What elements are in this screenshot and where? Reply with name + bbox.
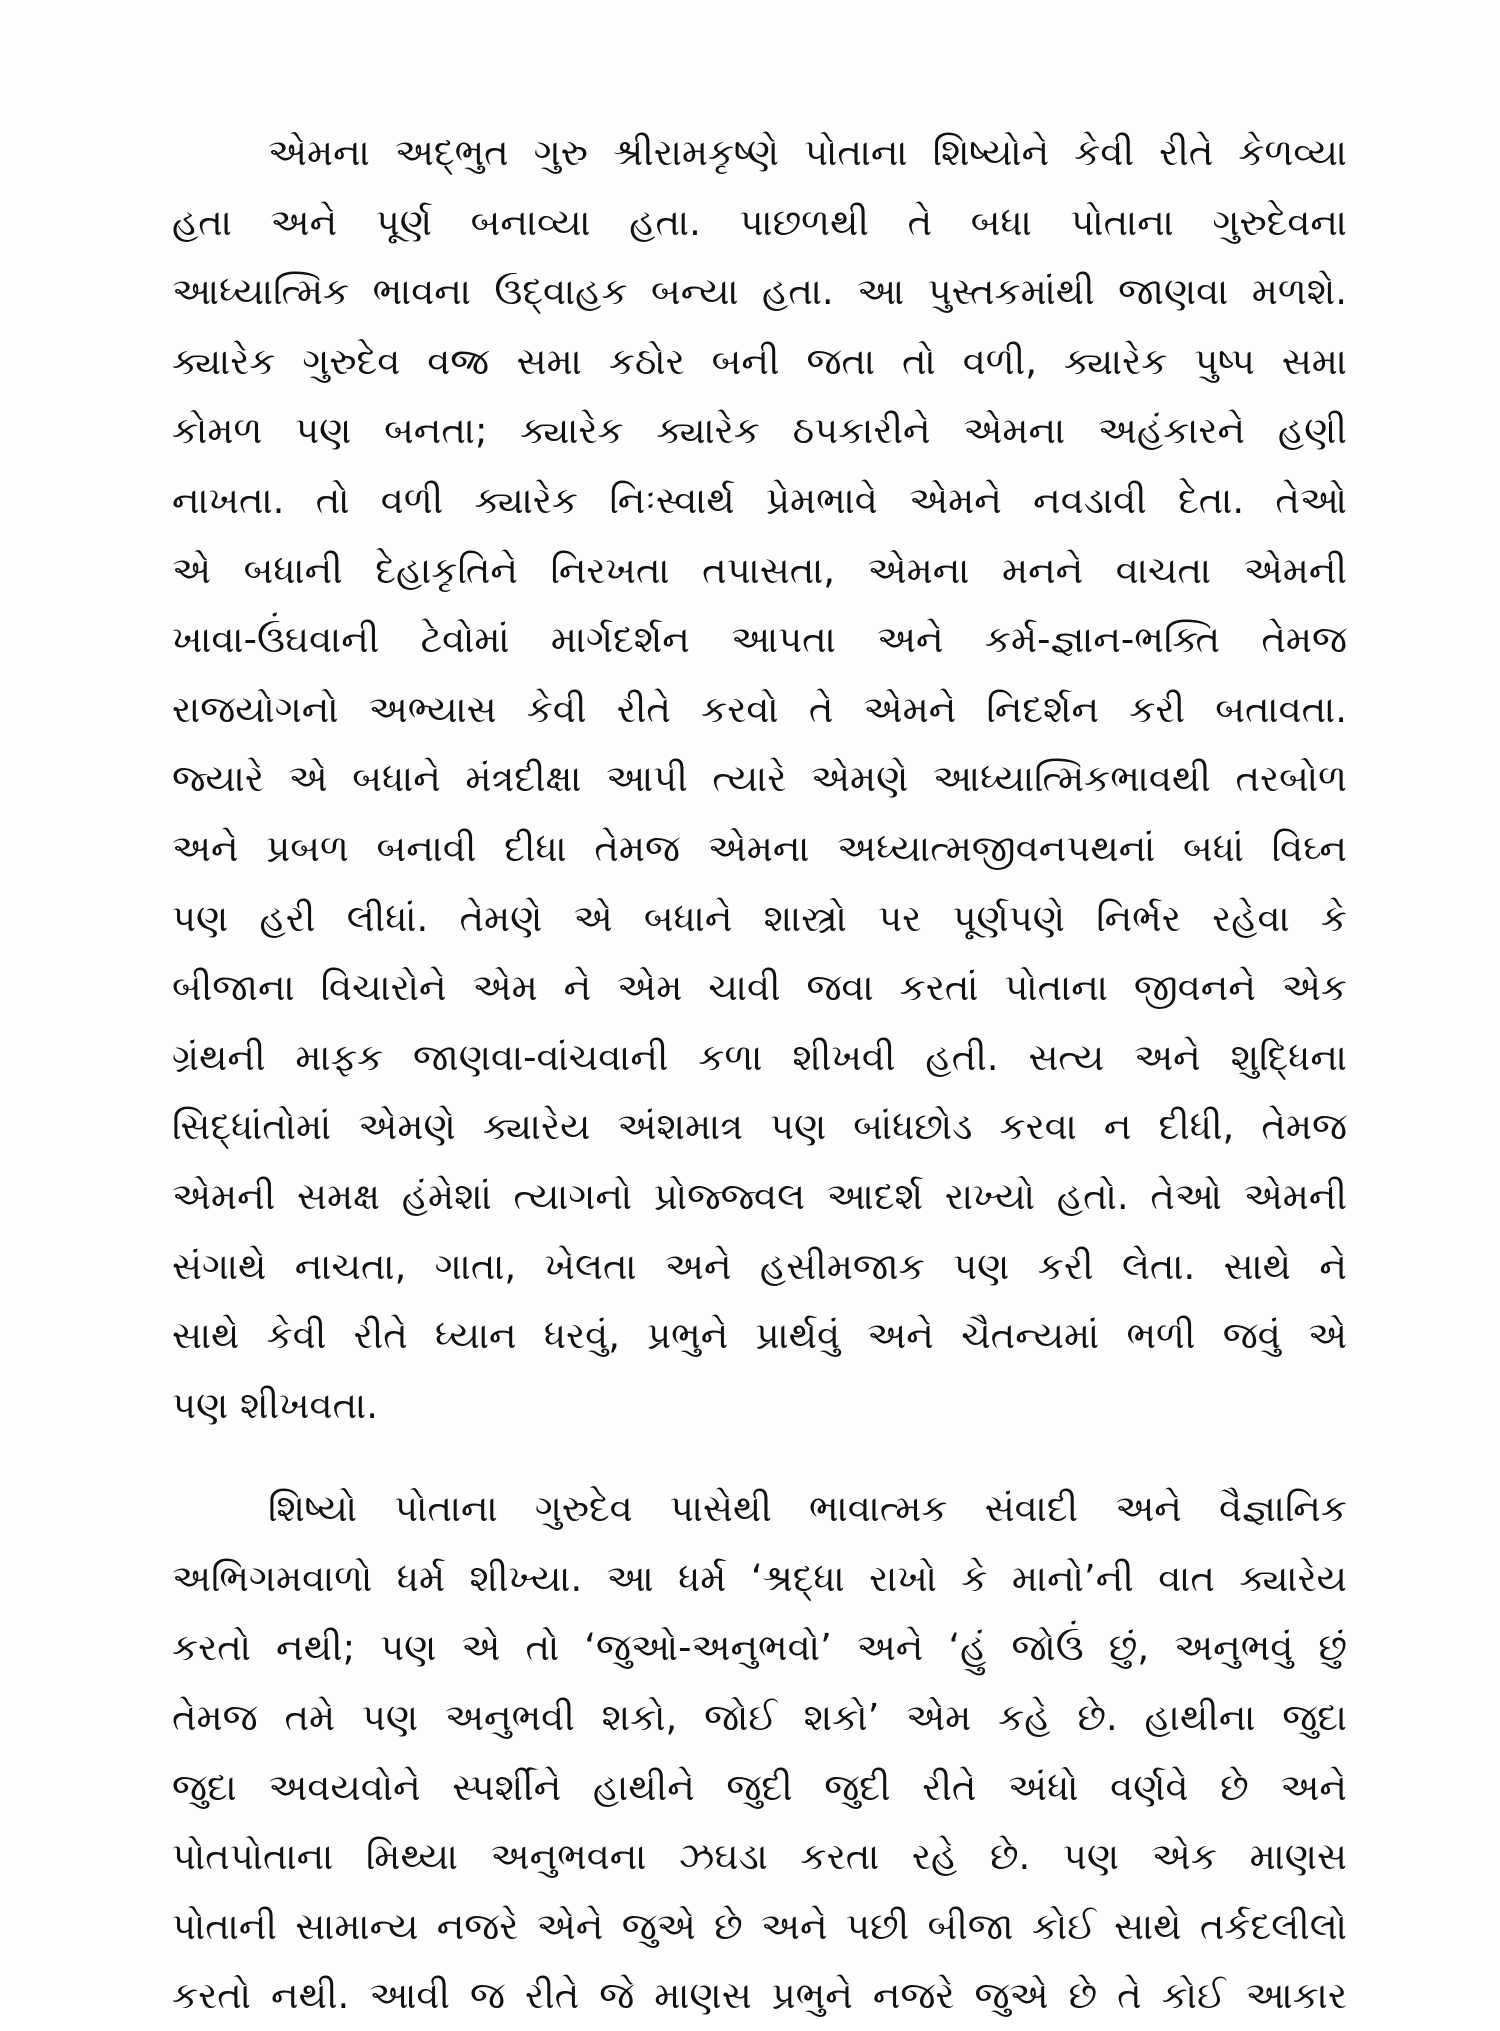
text-line: ગ્રંથની માફક જાણવા-વાંચવાની કળા શીખવી હતી. સત્ય અને શુદ્ધિના — [172, 1035, 1347, 1079]
text-line: રાજયોગનો અભ્યાસ કેવી રીતે કરવો તે એમને નિદર્શન કરી બતાવતા. — [172, 687, 1347, 731]
paragraph-2 — [172, 1474, 1347, 2031]
text-line: જ્યારે એ બધાને મંત્રદીક્ષા આપી ત્યારે એમણે આધ્યાત્મિકભાવથી તરબોળ — [172, 757, 1347, 801]
text-line: સિદ્ધાંતોમાં એમણે ક્યારેય અંશમાત્ર પણ બાંધછોડ કરવા ન દીધી, તેમજ — [172, 1105, 1347, 1149]
text-line: કરતો નથી. આવી જ રીતે જે માણસ પ્રભુને નજરે જુએ છે તે કોઈ આકાર — [172, 1974, 1347, 2018]
text-line: હતા અને પૂર્ણ બનાવ્યા હતા. પાછળથી તે બધા પોતાના ગુરુદેવના — [172, 200, 1347, 244]
text-line: બીજાના વિચારોને એમ ને એમ ચાવી જવા કરતાં પોતાના જીવનને એક — [172, 966, 1347, 1010]
text-line: નાખતા. તો વળી ક્યારેક નિઃસ્વાર્થ પ્રેમભાવે એમને નવડાવી દેતા. તેઓ — [172, 478, 1347, 522]
text-line: તેમજ તમે પણ અનુભવી શકો, જોઈ શકો’ એમ કહે છે. હાથીના જુદા — [172, 1696, 1347, 1740]
text-line: જુદા અવયવોને સ્પર્શીને હાથીને જુદી જુદી રીતે અંધો વર્ણવે છે અને — [172, 1765, 1347, 1809]
text-line: ક્યારેક ગુરુદેવ વજ્ર સમા કઠોર બની જતા તો વળી, ક્યારેક પુષ્પ સમા — [172, 339, 1347, 383]
text-line: પણ હરી લીધાં. તેમણે એ બધાને શાસ્ત્રો પર પૂર્ણપણે નિર્ભર રહેવા કે — [172, 896, 1347, 940]
text-line: અને પ્રબળ બનાવી દીધા તેમજ એમના અધ્યાત્મજીવનપથનાં બધાં વિઘ્ન — [172, 826, 1347, 870]
text-line: પણ શીખવતા. — [172, 1383, 378, 1427]
text-line: પોતાની સામાન્ય નજરે એને જુએ છે અને પછી બીજા કોઈ સાથે તર્કદલીલો — [172, 1904, 1347, 1948]
document-body — [172, 118, 1347, 2031]
text-line: કોમળ પણ બનતા; ક્યારેક ક્યારેક ઠપકારીને એમના અહંકારને હણી — [172, 409, 1347, 453]
text-line: કરતો નથી; પણ એ તો ‘જુઓ-અનુભવો’ અને ‘હું જોઉં છું, અનુભવું છું — [172, 1626, 1347, 1670]
text-line: શિષ્યો પોતાના ગુરુદેવ પાસેથી ભાવાત્મક સંવાદી અને વૈજ્ઞાનિક — [268, 1487, 1347, 1531]
text-line: સંગાથે નાચતા, ગાતા, ખેલતા અને હસીમજાક પણ કરી લેતા. સાથે ને — [172, 1244, 1347, 1288]
paragraph-1 — [172, 118, 1347, 1440]
text-line: સાથે કેવી રીતે ધ્યાન ધરવું, પ્રભુને પ્રાર્થવું અને ચૈતન્યમાં ભળી જવું એ — [172, 1314, 1347, 1358]
text-line: પોતપોતાના મિથ્યા અનુભવના ઝઘડા કરતા રહે છે. પણ એક માણસ — [172, 1835, 1347, 1879]
text-line: આધ્યાત્મિક ભાવના ઉદ્‌વાહક બન્યા હતા. આ પુસ્તકમાંથી જાણવા મળશે. — [172, 270, 1347, 314]
paragraph-spacer — [172, 1440, 1347, 1474]
text-line: અભિગમવાળો ધર્મ શીખ્યા. આ ધર્મ ‘શ્રદ્ધા રાખો કે માનો’ની વાત ક્યારેય — [172, 1556, 1347, 1600]
text-line: એ બધાની દેહાકૃતિને નિરખતા તપાસતા, એમના મનને વાચતા એમની — [172, 548, 1347, 592]
text-line: એમના અદ્‌ભુત ગુરુ શ્રીરામકૃષ્ણે પોતાના શિષ્યોને કેવી રીતે કેળવ્યા — [268, 131, 1347, 174]
text-line: એમની સમક્ષ હંમેશાં ત્યાગનો પ્રોજ્જ્વલ આદર્શ રાખ્યો હતો. તેઓ એમની — [172, 1174, 1347, 1218]
text-line: ખાવા-ઉંઘવાની ટેવોમાં માર્ગદર્શન આપતા અને કર્મ-જ્ઞાન-ભક્તિ તેમજ — [172, 618, 1347, 662]
